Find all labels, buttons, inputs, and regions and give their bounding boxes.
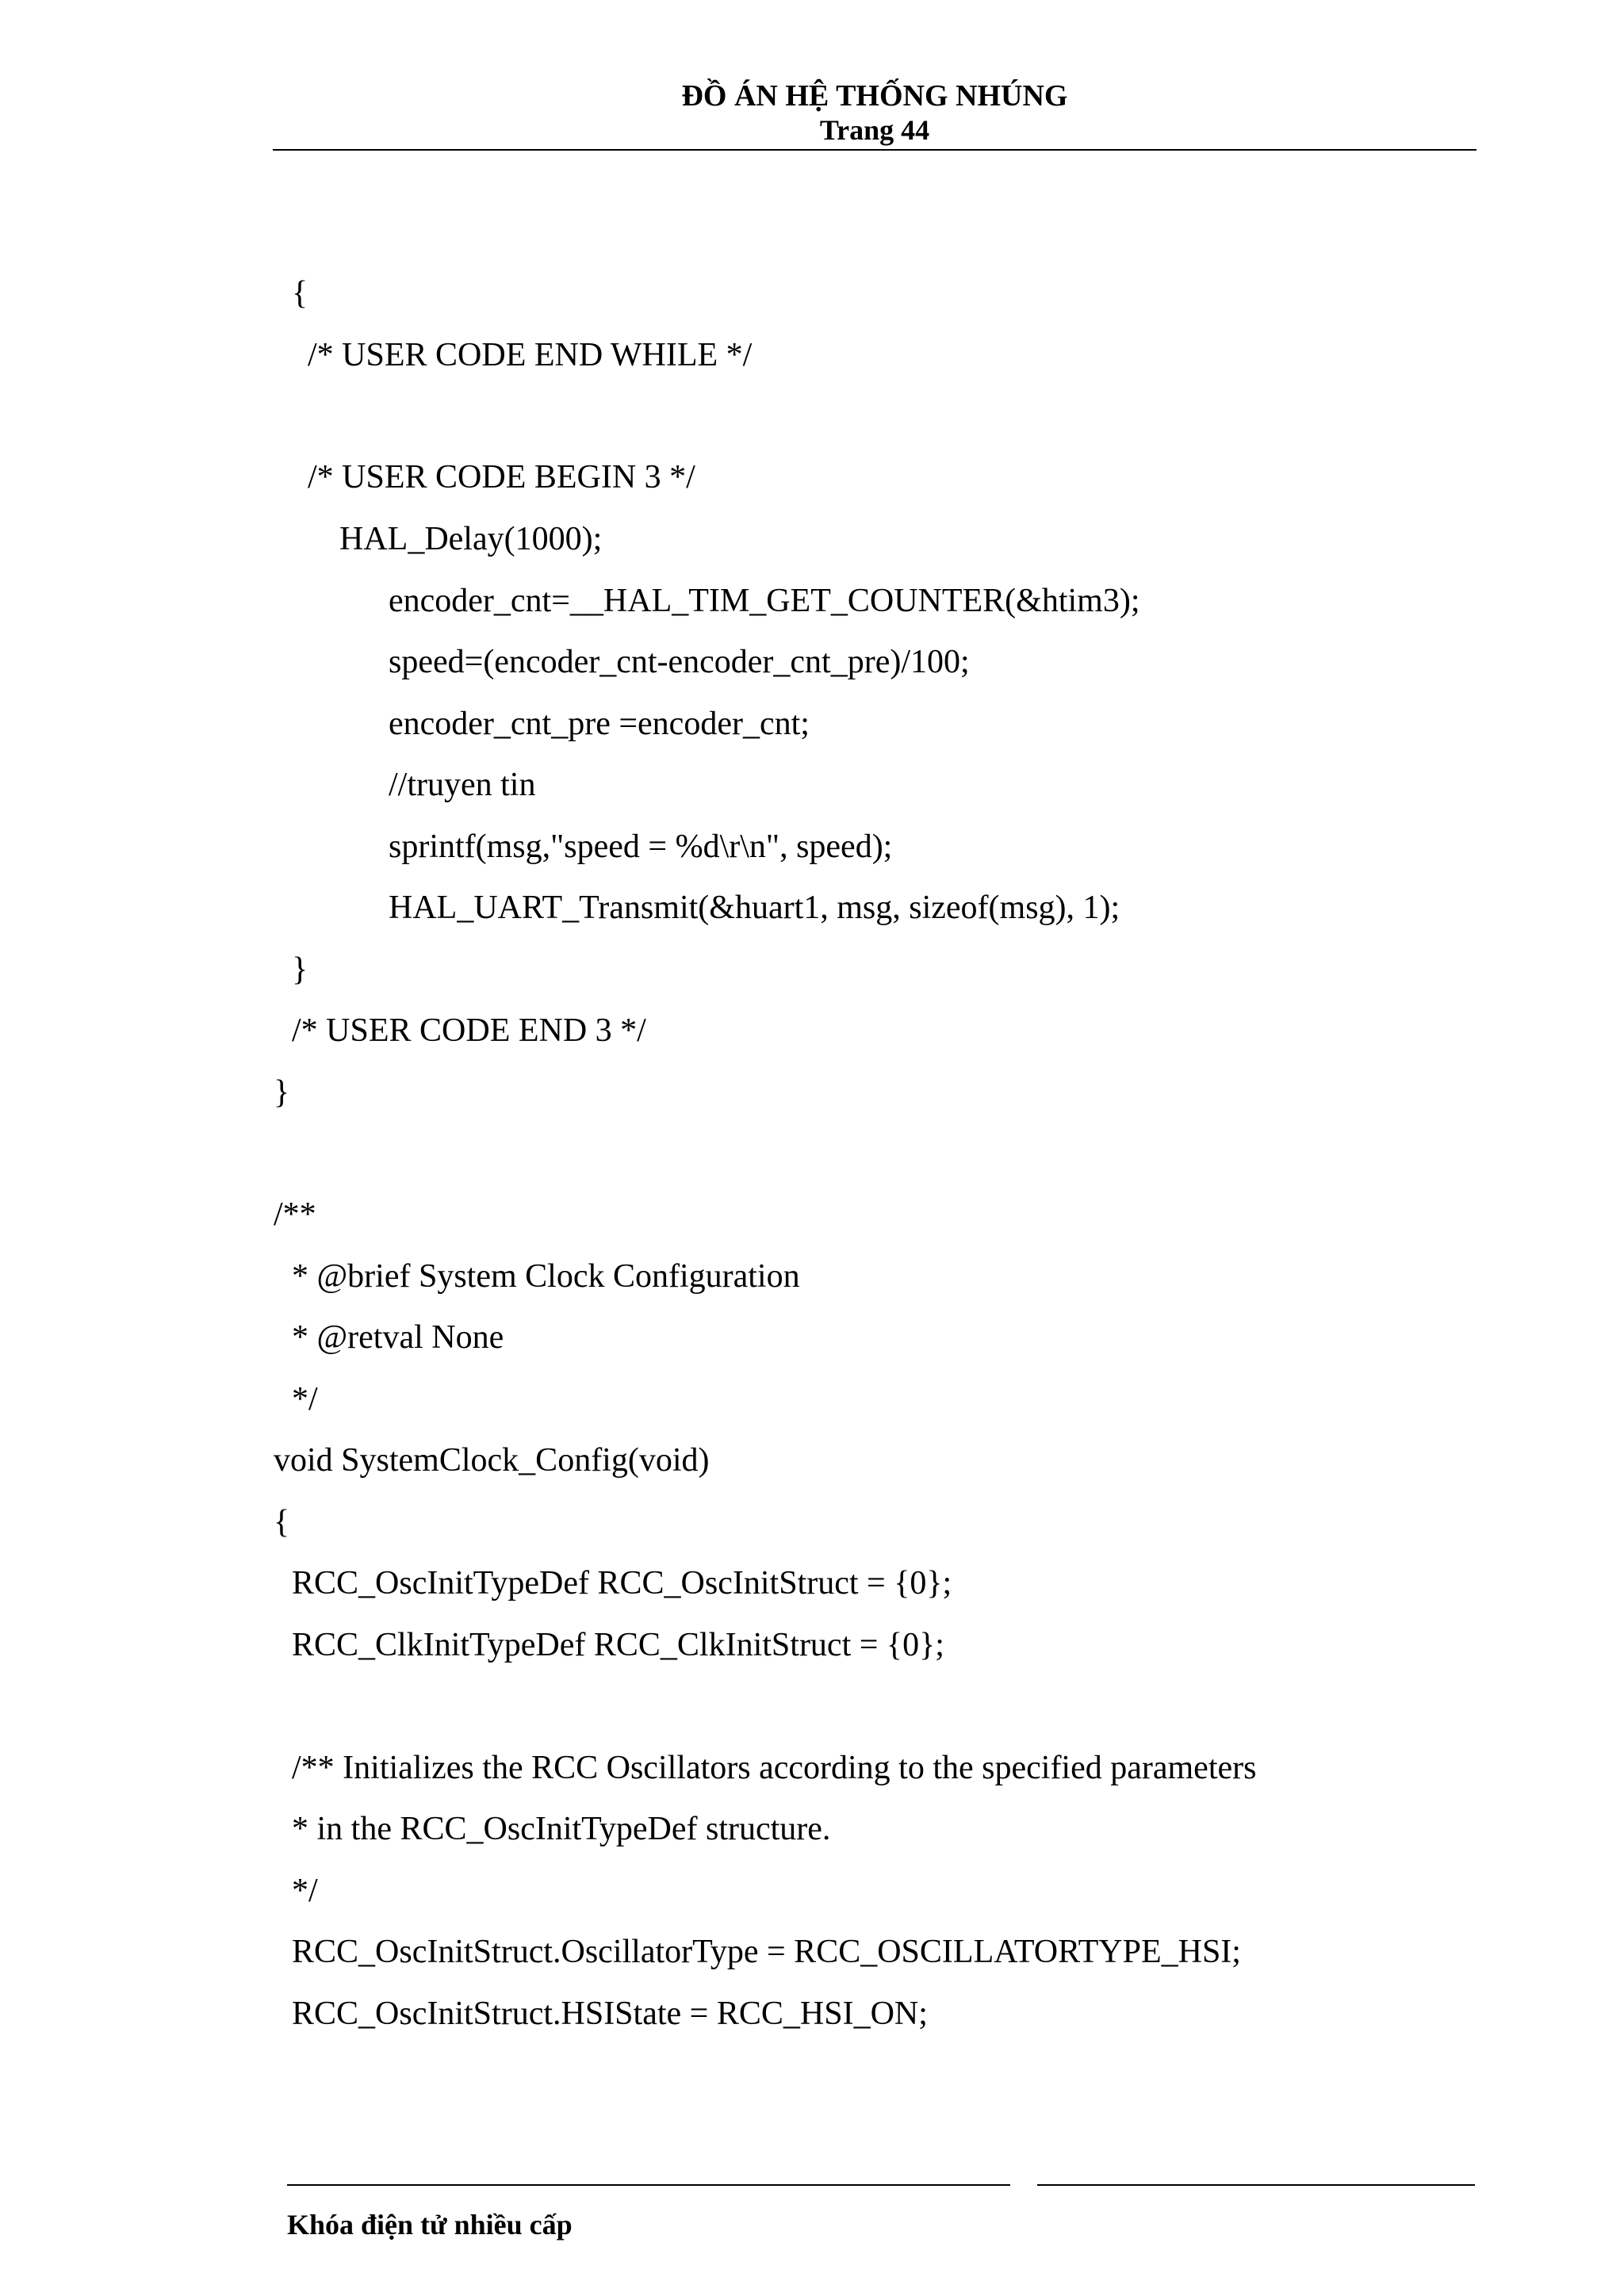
code-line: //truyen tin: [389, 767, 536, 803]
code-line: }: [274, 1074, 290, 1111]
document-title: ĐỒ ÁN HỆ THỐNG NHÚNG: [681, 79, 1068, 113]
footer-divider-left: [287, 2184, 1010, 2186]
code-line: HAL_Delay(1000);: [339, 521, 603, 557]
code-line: HAL_UART_Transmit(&huart1, msg, sizeof(msg), 1);: [389, 890, 1120, 926]
code-line: speed=(encoder_cnt-encoder_cnt_pre)/100;: [389, 644, 970, 680]
page-number: Trang 44: [819, 114, 930, 146]
footer-caption: Khóa điện tử nhiều cấp: [287, 2209, 573, 2241]
code-line: /* USER CODE END WHILE */: [308, 337, 753, 373]
code-line: encoder_cnt_pre =encoder_cnt;: [389, 706, 810, 742]
code-line: {: [274, 1504, 290, 1540]
code-line: /* USER CODE END 3 */: [292, 1012, 646, 1049]
code-line: /**: [274, 1196, 316, 1233]
code-line: }: [292, 951, 308, 988]
code-line: * @retval None: [292, 1319, 504, 1356]
code-line: /** Initializes the RCC Oscillators according to the specified parameters: [292, 1750, 1257, 1786]
code-line: */: [292, 1381, 318, 1418]
code-line: RCC_OscInitStruct.HSIState = RCC_HSI_ON;: [292, 1996, 928, 2032]
code-line: RCC_ClkInitTypeDef RCC_ClkInitStruct = {0};: [292, 1627, 944, 1663]
footer-divider-right: [1037, 2184, 1475, 2186]
code-line: * @brief System Clock Configuration: [292, 1258, 800, 1295]
code-line: */: [292, 1873, 318, 1909]
code-line: /* USER CODE BEGIN 3 */: [308, 459, 695, 496]
code-line: RCC_OscInitTypeDef RCC_OscInitStruct = {0};: [292, 1565, 952, 1601]
code-line: RCC_OscInitStruct.OscillatorType = RCC_OSCILLATORTYPE_HSI;: [292, 1934, 1241, 1970]
code-line: sprintf(msg,"speed = %d\r\n", speed);: [389, 828, 893, 865]
code-line: encoder_cnt=__HAL_TIM_GET_COUNTER(&htim3);: [389, 583, 1140, 619]
code-line: * in the RCC_OscInitTypeDef structure.: [292, 1811, 831, 1847]
code-line: {: [292, 275, 308, 312]
code-line: void SystemClock_Config(void): [274, 1442, 710, 1479]
